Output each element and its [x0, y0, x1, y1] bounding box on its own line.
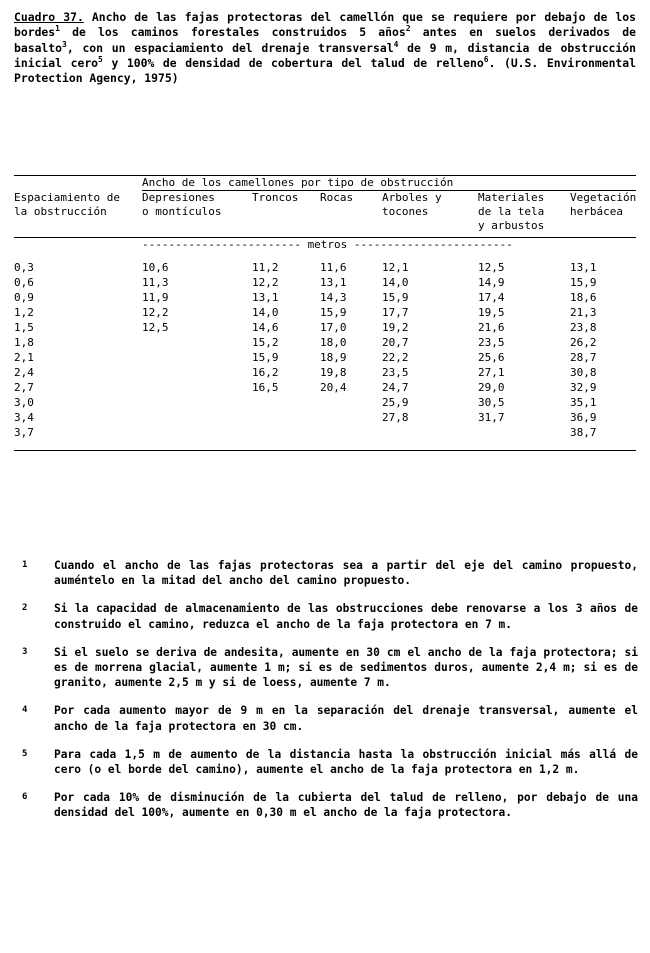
header-col-vegetacion [570, 191, 636, 233]
cell-value: 18,0 [320, 336, 347, 349]
table-row [14, 260, 636, 275]
table-header-span-row [14, 176, 636, 190]
cell-value: 15,9 [252, 351, 279, 364]
footnote [14, 558, 638, 588]
cell-espaciamiento: 1,2 [14, 306, 34, 319]
caption-footnote-marker: 6 [483, 55, 489, 65]
header-line: o montículos [142, 205, 222, 218]
header-line: de la tela [478, 205, 545, 218]
footnote [14, 601, 638, 631]
cell-value: 15,9 [320, 306, 347, 319]
footnotes-list [14, 558, 638, 834]
cell-value: 11,3 [142, 276, 169, 289]
cell-value: 17,4 [478, 291, 505, 304]
cell-value: 29,0 [478, 381, 505, 394]
cell-value [142, 335, 252, 350]
cell-value: 23,5 [382, 366, 409, 379]
units-row [14, 238, 636, 252]
cell-value: 14,6 [252, 321, 279, 334]
units-label: ------------------------ metros ------------------------ [142, 238, 513, 251]
cell-value: 16,2 [252, 366, 279, 379]
footnote [14, 645, 638, 691]
cell-value: 12,1 [382, 261, 409, 274]
header-line: Troncos [252, 191, 299, 204]
table-row [14, 380, 636, 395]
table-row [14, 395, 636, 410]
footnote [14, 747, 638, 777]
footnote [14, 790, 638, 820]
header-line: y arbustos [478, 219, 545, 232]
cell-value [320, 410, 382, 425]
cell-value: 11,9 [142, 291, 169, 304]
cell-espaciamiento: 2,7 [14, 381, 34, 394]
cell-espaciamiento: 0,9 [14, 291, 34, 304]
cell-value: 22,2 [382, 351, 409, 364]
cell-value: 13,1 [570, 261, 597, 274]
cell-value [320, 425, 382, 440]
cell-value: 30,8 [570, 366, 597, 379]
table-bottom-rule [14, 450, 636, 451]
cell-value: 13,1 [252, 291, 279, 304]
table-row [14, 365, 636, 380]
header-stub-line1: Espaciamiento de [14, 191, 120, 204]
cell-value [252, 395, 320, 410]
cell-value: 12,5 [478, 261, 505, 274]
cell-value: 23,5 [478, 336, 505, 349]
header-line: tocones [382, 205, 429, 218]
table-row [14, 410, 636, 425]
cell-espaciamiento: 1,8 [14, 336, 34, 349]
cell-value [142, 350, 252, 365]
body-spacer-bottom [14, 440, 636, 450]
caption-text: Ancho de las fajas protectoras del camellón que se requiere por debajo de los bordes$^1$ de los caminos forestales construidos 5 años$^2$ antes en suelos derivados de basalto$^3$, con un espaciamiento del drenaje transversal$^4$ de 9 m, distancia de obstrucción inicial cero$^5$ y 100% de densidad de cobertura del talud de relleno$^6$. (U.S. Environmental Protection Agency, 1975) [14, 10, 636, 86]
header-line: herbácea [570, 205, 623, 218]
footnote [14, 703, 638, 733]
header-col-rocas [320, 191, 382, 233]
cell-value: 18,6 [570, 291, 597, 304]
cell-value: 23,8 [570, 321, 597, 334]
header-line: Arboles y [382, 191, 442, 204]
footnote-text: Cuando el ancho de las fajas protectoras sea a partir del eje del camino propuesto, auméntelo en la mitad del ancho del camino propuesto. [54, 559, 638, 588]
footnote-text: Por cada aumento mayor de 9 m en la separación del drenaje transversal, aumente el ancho de la faja protectora en 30 cm. [54, 704, 638, 733]
header-col-arboles [382, 191, 478, 233]
table-rows [14, 260, 636, 440]
cell-value: 24,7 [382, 381, 409, 394]
cell-value [142, 380, 252, 395]
footnote-marker: 4 [22, 705, 28, 716]
caption-label: Cuadro 37. [14, 10, 84, 24]
cell-value: 14,3 [320, 291, 347, 304]
cell-value: 15,2 [252, 336, 279, 349]
cell-espaciamiento: 3,7 [14, 426, 34, 439]
cell-value: 11,2 [252, 261, 279, 274]
cell-value: 12,2 [252, 276, 279, 289]
cell-value: 12,5 [142, 321, 169, 334]
cell-value: 13,1 [320, 276, 347, 289]
cell-value [252, 425, 320, 440]
caption-footnote-marker: 1 [55, 24, 60, 34]
cell-value: 19,2 [382, 321, 409, 334]
cell-value [142, 395, 252, 410]
cell-value: 14,9 [478, 276, 505, 289]
cell-value: 19,8 [320, 366, 347, 379]
table-row [14, 305, 636, 320]
footnote-marker: 6 [22, 792, 28, 803]
cell-value: 15,9 [382, 291, 409, 304]
cell-value: 19,5 [478, 306, 505, 319]
header-line: Materiales [478, 191, 545, 204]
cell-value [142, 365, 252, 380]
footnote-marker: 1 [22, 560, 28, 570]
cell-value: 26,2 [570, 336, 597, 349]
cell-value: 17,7 [382, 306, 409, 319]
footnote-marker: 3 [22, 646, 28, 657]
cell-value: 38,7 [570, 426, 597, 439]
cell-espaciamiento: 2,1 [14, 351, 34, 364]
header-col-troncos [252, 191, 320, 233]
header-span-label: Ancho de los camellones por tipo de obstrucción [142, 176, 454, 189]
caption-footnote-marker: 4 [393, 39, 399, 49]
caption-footnote-marker: 3 [62, 39, 67, 49]
cell-value: 12,2 [142, 306, 169, 319]
cell-value: 20,4 [320, 381, 347, 394]
cell-value: 25,9 [382, 396, 409, 409]
cell-value: 18,9 [320, 351, 347, 364]
cell-value: 20,7 [382, 336, 409, 349]
cell-espaciamiento: 3,4 [14, 411, 34, 424]
table-row [14, 320, 636, 335]
footnote-text: Por cada 10% de disminución de la cubierta del talud de relleno, por debajo de una densidad del 100%, aumente en 0,30 m el ancho de la faja protectora. [54, 791, 638, 820]
table-row [14, 290, 636, 305]
data-table [14, 176, 636, 233]
header-stub [14, 191, 142, 233]
table-row [14, 425, 636, 440]
footnote-marker: 5 [22, 748, 28, 759]
footnote-marker: 2 [22, 603, 28, 614]
data-table-region [14, 175, 636, 451]
cell-value: 16,5 [252, 381, 279, 394]
caption-footnote-marker: 5 [98, 55, 103, 65]
table-row [14, 275, 636, 290]
footnote-text: Para cada 1,5 m de aumento de la distancia hasta la obstrucción inicial más allá de cero (o el borde del camino), aumente el ancho de la faja protectora en 1,2 m. [54, 747, 638, 777]
cell-value: 15,9 [570, 276, 597, 289]
cell-value: 10,6 [142, 261, 169, 274]
cell-value: 17,0 [320, 321, 347, 334]
cell-value: 14,0 [252, 306, 279, 319]
cell-value [252, 410, 320, 425]
cell-value: 31,7 [478, 411, 505, 424]
cell-value: 25,6 [478, 351, 505, 364]
cell-value [320, 395, 382, 410]
cell-value [142, 425, 252, 440]
cell-value: 11,6 [320, 261, 347, 274]
cell-espaciamiento: 0,6 [14, 276, 34, 289]
body-spacer [14, 252, 636, 260]
header-col-depresiones [142, 191, 252, 233]
cell-value [142, 410, 252, 425]
cell-value: 28,7 [570, 351, 597, 364]
table-row [14, 350, 636, 365]
table-row [14, 335, 636, 350]
cell-value: 35,1 [570, 396, 597, 409]
caption-footnote-marker: 2 [405, 24, 411, 34]
cell-value: 21,6 [478, 321, 505, 334]
table-caption [14, 10, 636, 86]
cell-value: 36,9 [570, 411, 597, 424]
cell-value: 27,8 [382, 411, 409, 424]
cell-value: 14,0 [382, 276, 409, 289]
header-line: Rocas [320, 191, 354, 204]
cell-value: 30,5 [478, 396, 505, 409]
header-stub-line2: la obstrucción [14, 205, 107, 218]
header-col-materiales [478, 191, 570, 233]
cell-espaciamiento: 2,4 [14, 366, 34, 379]
table-header-row [14, 191, 636, 233]
footnote-text: Si la capacidad de almacenamiento de las obstrucciones debe renovarse a los 3 años de construido el camino, reduzca el ancho de la faja protectora en 7 m. [54, 602, 638, 631]
header-line: Depresiones [142, 191, 215, 204]
cell-espaciamiento: 1,5 [14, 321, 34, 334]
cell-value: 32,9 [570, 381, 597, 394]
cell-value [382, 425, 478, 440]
data-table-body [14, 238, 636, 450]
cell-espaciamiento: 0,3 [14, 261, 34, 274]
cell-espaciamiento: 3,0 [14, 396, 34, 409]
header-line: Vegetación [570, 191, 637, 204]
cell-value [478, 425, 570, 440]
footnote-text: Si el suelo se deriva de andesita, aumente en 30 cm el ancho de la faja protectora; si es de morrena glacial, aumente 1 m; si es de sedimentos duros, aumente 2,4 m; si es de granito, aumente 2,5 m y si de loess, aumente 7 m. [54, 645, 638, 690]
cell-value: 21,3 [570, 306, 597, 319]
cell-value: 27,1 [478, 366, 505, 379]
